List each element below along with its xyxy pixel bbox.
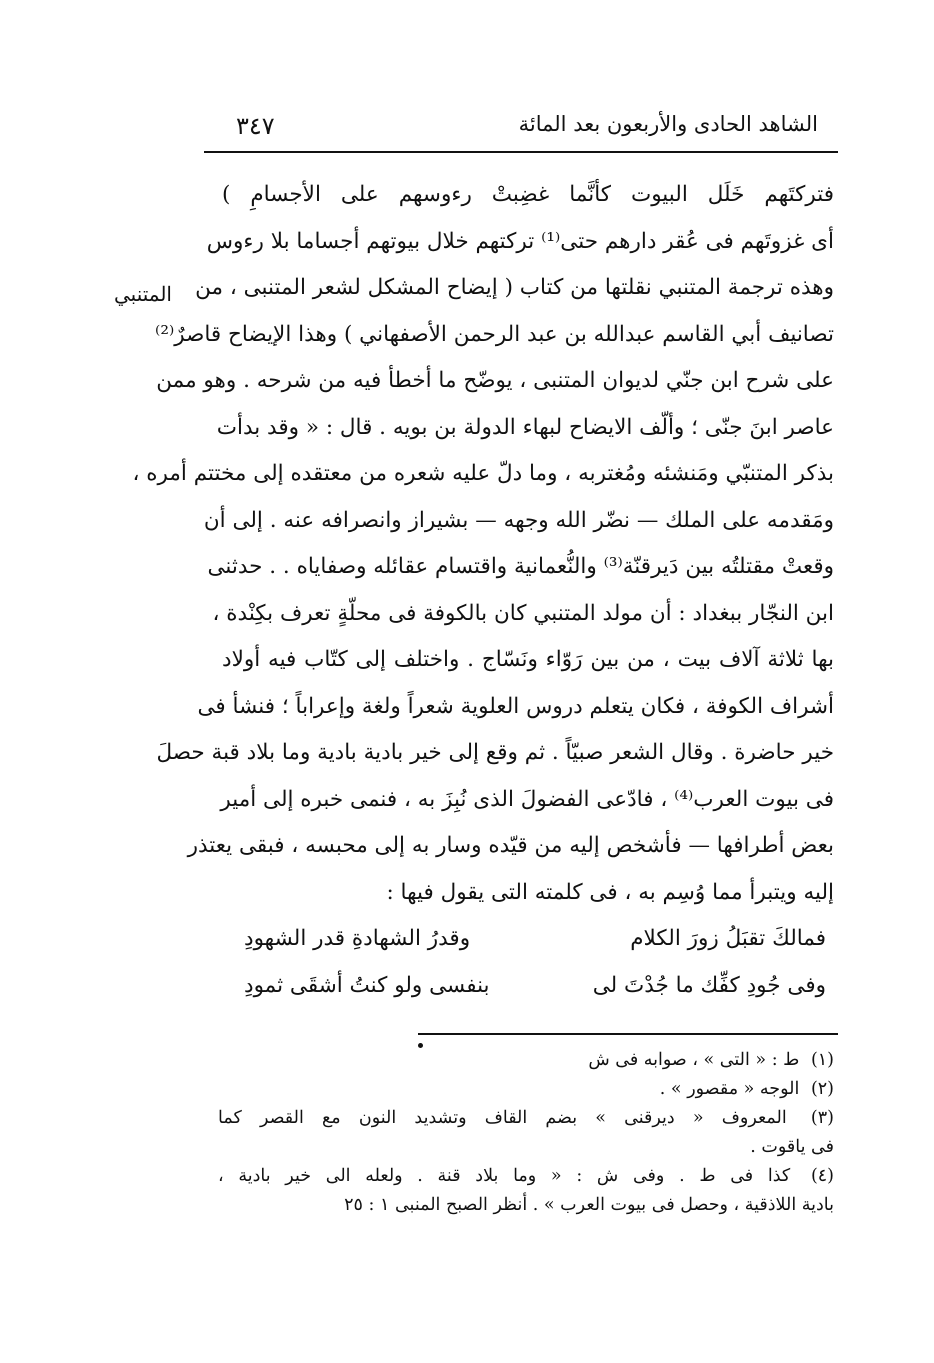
footnote (218, 1075, 834, 1104)
text-line: بعض أطرافها — فأشخص إليه من قيّده وسار به إلى محبسه ، فبقى يعتذر (187, 833, 834, 858)
text-line: وهذه ترجمة المتنبي نقلتها من كتاب ( إيضاح المشكل لشعر المتنبى ، من (195, 275, 834, 300)
footnote-text: كذا فى ط . وفى ش : « وما بلاد قنة . ولعله الى خير بادية ، (218, 1166, 791, 1186)
main-text (132, 172, 834, 1009)
footnote-text: الوجه « مقصور » . (659, 1079, 800, 1099)
verse-line (222, 963, 834, 1010)
text-line: بذكر المتنبّي ومَنشئه ومُغتربه ، وما دلّ عليه شعره من معتقده إلى مختتم أمره ، (132, 461, 834, 486)
text-line: أشراف الكوفة ، فكان يتعلم دروس العلوية شعراً ولغة وإعراباً ؛ فنشأ فى (197, 693, 834, 719)
running-head: الشاهد الحادى والأربعون بعد المائة (518, 112, 818, 136)
text-line: وقعتْ مقتلتُه بين دَيرقنّة⁽³⁾ والنُّعمانية واقتسام عقائله وصفاياه . . حدثنى (207, 554, 834, 579)
footnote-continuation: فى ياقوت . (750, 1137, 834, 1157)
text-line: خير حاضرة . وقال الشعر صبيّاً . ثم وقع إلى خير بادية بادية وما بلاد قبة حصلَ (156, 740, 834, 765)
page-number: ٣٤٧ (236, 112, 275, 140)
footnote-number: (٤) (810, 1166, 834, 1186)
verse-first-hemistich: فمالكَ تقبَلُ زورَ الكلام (630, 926, 826, 951)
header-rule (204, 151, 838, 153)
footnotes (218, 1046, 834, 1220)
footnote (218, 1046, 834, 1075)
verse-second-hemistich: بنفسى ولو كنتُ أشقَى ثمودِ (244, 972, 490, 998)
text-line: فتركتَهم خَلَل البيوت كأنَّما غضِبتْ رءوسهم على الأجسامِ ) (222, 182, 834, 207)
text-line: ابن النجّار ببغداد : أن مولد المتنبي كان بالكوفة فى محلّةٍ تعرف بكِنْدة ، (212, 600, 834, 626)
verse-first-hemistich: وفى جُودِ كفِّك ما جُدْتَ لى (592, 972, 826, 998)
footnote-number: (١) (810, 1050, 834, 1070)
footnote-text: المعروف « ديرقنى » بضم القاف وتشديد النون مع القصر كما (218, 1108, 787, 1128)
verse-second-hemistich: وقدرُ الشهادةِ قدر الشهودِ (244, 926, 471, 951)
text-line: تصانيف أبي القاسم عبدالله بن عبد الرحمن الأصفهاني ) وهذا الإيضاح قاصرٌ⁽²⁾ (155, 321, 834, 347)
text-line: فى بيوت العرب⁽⁴⁾ ، فادّعى الفضولَ الذى نُبِزَ به ، فنمى خبره إلى أمير (220, 786, 834, 812)
text-line: ومَقدمه على الملك — نضّر الله وجهه — بشيراز وانصرافه عنه . إلى أن (203, 507, 834, 533)
footnote-rule (418, 1033, 838, 1035)
text-line: بها ثلاثة آلاف بيت ، من بين رَوّاء ونَسّاج . واختلف إلى كتّاب فيه أولاد (222, 647, 834, 672)
text-line: عاصر ابنَ جنّى ؛ وألّف الايضاح لبهاء الدولة بن بويه . قال : « وقد بدأت (216, 414, 834, 440)
verse-line (222, 916, 834, 963)
margin-note: المتنبي (114, 282, 172, 306)
text-line: أى غزوتَهم فى عُقر دارهم حتى⁽¹⁾ تركتهم خلال بيوتهم أجساما بلا رءوس (206, 228, 834, 254)
footnote (218, 1162, 834, 1191)
footnote-continuation: بادية اللاذقية ، وحصل فى بيوت العرب » . أنظر الصبح المنبى ١ : ٢٥ (344, 1195, 834, 1215)
page-header (206, 108, 836, 148)
footnote (218, 1104, 834, 1133)
footnote-text: ط : « التى » ، صوابه فى ش (588, 1050, 800, 1070)
footnote-number: (٢) (810, 1079, 834, 1099)
text-line: إليه ويتبرأ مما وُسِم به ، فى كلمته التى يقول فيها : (386, 879, 834, 905)
text-line: على شرح ابن جنّي لديوان المتنبى ، يوضّح ما أخطأ فيه من شرحه . وهو ممن (156, 368, 834, 393)
footnote-number: (٣) (810, 1108, 834, 1128)
